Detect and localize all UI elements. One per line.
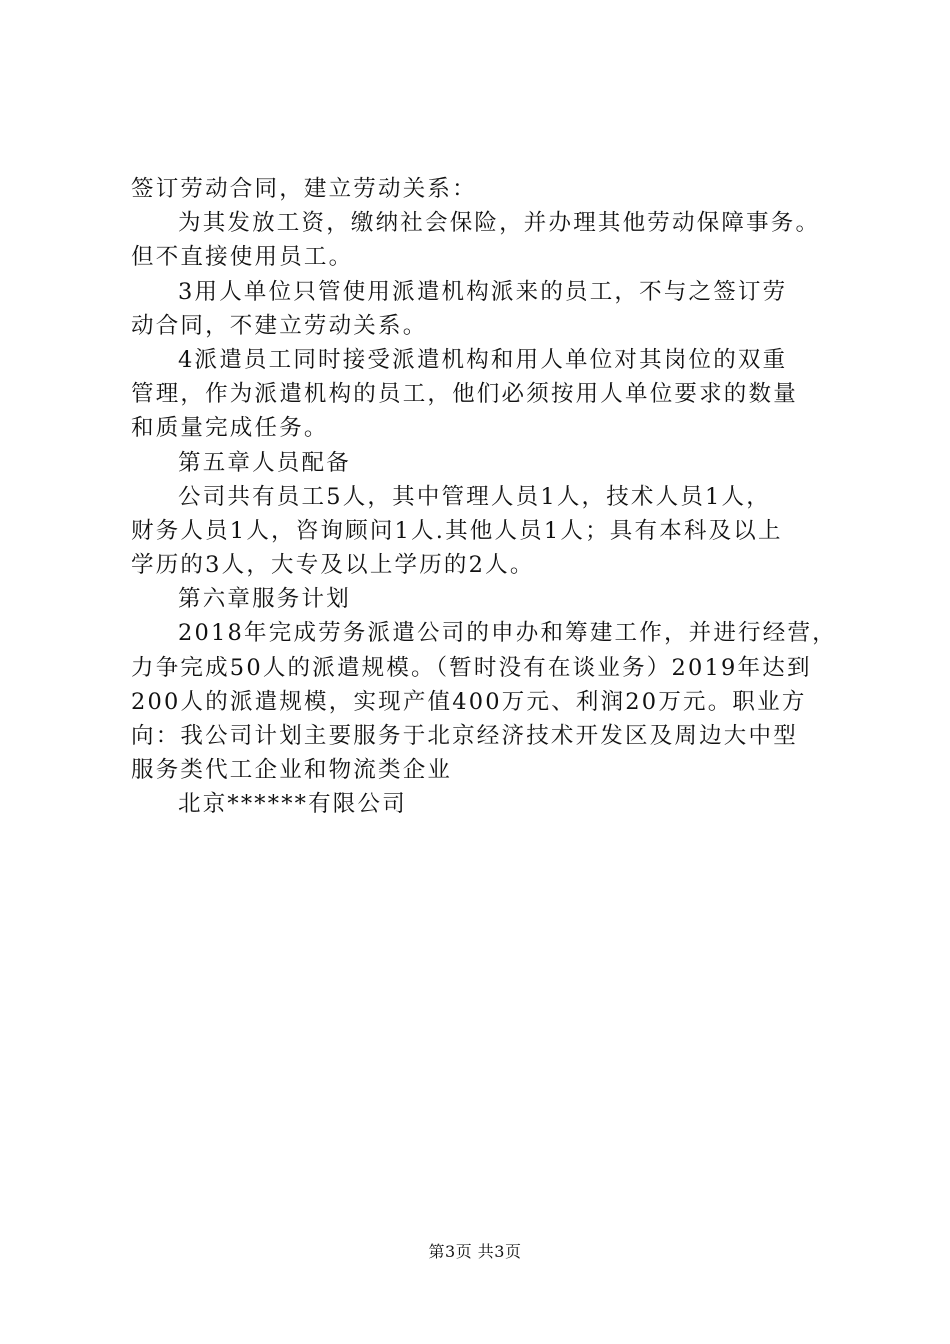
body-line: 2018年完成劳务派遣公司的申办和筹建工作，并进行经营， — [178, 620, 837, 647]
body-line: 学历的3人，大专及以上学历的2人。 — [131, 552, 535, 579]
body-line: 力争完成50人的派遣规模。（暂时没有在谈业务）2019年达到 — [131, 654, 812, 681]
chapter-heading: 第六章服务计划 — [178, 586, 351, 613]
body-line: 但不直接使用员工。 — [131, 244, 354, 271]
body-line: 向：我公司计划主要服务于北京经济技术开发区及周边大中型 — [131, 723, 798, 749]
chapter-heading: 第五章人员配备 — [178, 449, 351, 476]
body-line: 3用人单位只管使用派遣机构派来的员工，不与之签订劳 — [178, 278, 788, 305]
page-footer — [0, 1241, 950, 1263]
document-body — [131, 172, 851, 822]
company-signature: 北京******有限公司 — [178, 791, 407, 818]
body-line: 4派遣员工同时接受派遣机构和用人单位对其岗位的双重 — [178, 346, 788, 373]
body-line: 服务类代工企业和物流类企业 — [131, 757, 453, 784]
body-line: 200人的派遣规模，实现产值400万元、利润20万元。职业方 — [131, 688, 807, 715]
body-line: 和质量完成任务。 — [131, 415, 329, 442]
page-number: 第3页 — [428, 1242, 473, 1261]
page-total: 共3页 — [477, 1242, 522, 1261]
body-line: 为其发放工资，缴纳社会保险，并办理其他劳动保障事务。 — [178, 210, 821, 237]
body-line: 公司共有员工5人，其中管理人员1人，技术人员1人， — [178, 483, 771, 510]
body-line: 管理，作为派遣机构的员工，他们必须按用人单位要求的数量 — [131, 381, 798, 408]
body-line: 财务人员1人，咨询顾问1人.其他人员1人；具有本科及以上 — [131, 517, 783, 544]
body-line: 动合同，不建立劳动关系。 — [131, 312, 428, 339]
body-line: 签订劳动合同，建立劳动关系： — [131, 176, 477, 202]
